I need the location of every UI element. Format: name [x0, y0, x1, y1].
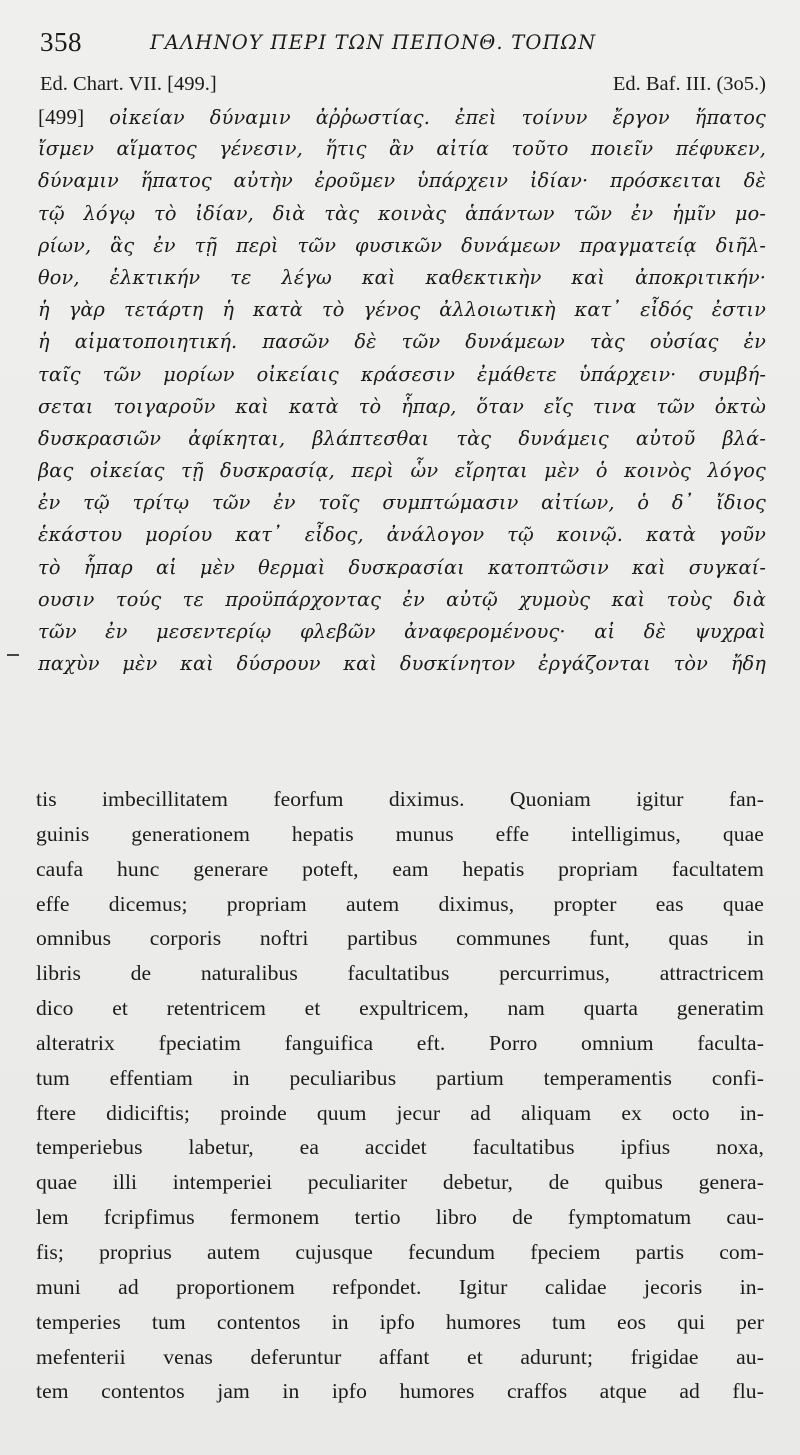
edition-basel: Ed. Baf. III. (3o5.): [612, 73, 766, 95]
latin-line: fis; proprius autem cujusque fecundum fpeciem partis com-: [36, 1239, 764, 1264]
greek-line: θον, ἑλκτικήν τε λέγω καὶ καθεκτικὴν καὶ ἀποκριτικήν·: [38, 265, 766, 289]
greek-line: ἴσμεν αἵματος γένεσιν, ἥτις ἂν αἰτία τοῦτο ποιεῖν πέφυκεν,: [38, 137, 766, 161]
latin-line: guinis generationem hepatis munus effe intelligimus, quae: [36, 821, 764, 846]
greek-line: [38, 101, 766, 133]
greek-line: τῷ λόγῳ τὸ ἰδίαν, διὰ τὰς κοινὰς ἁπάντων τῶν ἐν ἡμῖν μο-: [38, 201, 766, 225]
latin-line: tum effentiam in peculiaribus partium temperamentis confi-: [36, 1065, 764, 1090]
margin-mark: [7, 654, 19, 656]
greek-line: δυσκρασιῶν ἀφίκηται, βλάπτεσθαι τὰς δυνάμεις αὐτοῦ βλά-: [38, 426, 766, 450]
latin-line: mefenterii venas deferuntur affant et adurunt; frigidae au-: [36, 1344, 764, 1369]
page-number: 358: [40, 27, 82, 57]
latin-line: temperiebus labetur, ea accidet facultatibus ipfius noxa,: [36, 1135, 764, 1160]
latin-text-block: [36, 782, 764, 1409]
latin-line: caufa hunc generare poteft, eam hepatis propriam facultatem: [36, 856, 764, 881]
edition-chartier: Ed. Chart. VII. [499.]: [40, 73, 217, 95]
latin-line: muni ad proportionem refpondet. Igitur calidae jecoris in-: [36, 1274, 764, 1299]
latin-line: libris de naturalibus facultatibus percurrimus, attractricem: [36, 961, 764, 986]
running-title: ΓΑΛΗΝΟΥ ΠΕΡΙ ΤΩΝ ΠΕΠΟΝΘ. ΤΟΠΩΝ: [150, 31, 597, 54]
latin-line: temperies tum contentos in ipfo humores tum eos qui per: [36, 1309, 764, 1334]
latin-line: alteratrix fpeciatim fanguifica eft. Porro omnium faculta-: [36, 1030, 764, 1055]
latin-line: quae illi intemperiei peculiariter debetur, de quibus genera-: [36, 1170, 764, 1195]
latin-line: ftere didiciftis; proinde quum jecur ad aliquam ex octo in-: [36, 1100, 764, 1125]
line-reference: [499]: [38, 105, 85, 129]
greek-line: ἡ γὰρ τετάρτη ἡ κατὰ τὸ γένος ἀλλοιωτικὴ κατ᾽ εἶδός ἐστιν: [38, 298, 766, 322]
greek-line: ἑκάστου μορίου κατ᾽ εἶδος, ἀνάλογον τῷ κοινῷ. κατὰ γοῦν: [38, 523, 766, 547]
edition-references: [40, 73, 766, 101]
latin-line: dico et retentricem et expultricem, nam quarta generatim: [36, 996, 764, 1021]
latin-line: omnibus corporis noftri partibus communes funt, quas in: [36, 926, 764, 951]
greek-line: ἡ αἱματοποιητική. πασῶν δὲ τῶν δυνάμεων τὰς οὐσίας ἐν: [38, 330, 766, 354]
greek-line: ταῖς τῶν μορίων οἰκείαις κράσεσιν ἐμάθετε ὑπάρχειν· συμβή-: [38, 362, 766, 386]
greek-line: σεται τοιγαροῦν καὶ κατὰ τὸ ἧπαρ, ὅταν εἴς τινα τῶν ὀκτὼ: [38, 394, 766, 418]
greek-line: βας οἰκείας τῇ δυσκρασίᾳ, περὶ ὧν εἴρηται μὲν ὁ κοινὸς λόγος: [38, 459, 766, 483]
greek-line: τῶν ἐν μεσεντερίῳ φλεβῶν ἀναφερομένους· αἱ δὲ ψυχραὶ: [38, 620, 766, 643]
latin-line: effe dicemus; propriam autem diximus, propter eas quae: [36, 891, 764, 916]
greek-text-block: [38, 101, 766, 680]
greek-line: δύναμιν ἥπατος αὐτὴν ἐροῦμεν ὑπάρχειν ἰδίαν· πρόσκειται δὲ: [38, 169, 766, 193]
greek-line: τὸ ἧπαρ αἱ μὲν θερμαὶ δυσκρασίαι κατοπτῶσιν καὶ συγκαί-: [38, 555, 766, 579]
greek-line: ἐν τῷ τρίτῳ τῶν ἐν τοῖς συμπτώμασιν αἰτίων, ὁ δ᾽ ἴδιος: [38, 491, 766, 515]
page-header: [38, 24, 762, 64]
greek-line: ρίων, ἃς ἐν τῇ περὶ τῶν φυσικῶν δυνάμεων πραγματείᾳ διῆλ-: [38, 233, 766, 257]
latin-line: tis imbecillitatem feorfum diximus. Quoniam igitur fan-: [36, 787, 764, 811]
greek-line: παχὺν μὲν καὶ δύσρουν καὶ δυσκίνητον ἐργάζονται τὸν ἤδη: [38, 652, 766, 676]
latin-line: tem contentos jam in ipfo humores craffos atque ad flu-: [36, 1379, 764, 1404]
greek-line: ουσιν τούς τε προϋπάρχοντας ἐν αὐτῷ χυμοὺς καὶ τοὺς διὰ: [38, 587, 766, 611]
latin-line: lem fcripfimus fermonem tertio libro de fymptomatum cau-: [36, 1205, 764, 1230]
greek-line-text: οἰκείαν δύναμιν ἀῤῥωστίας. ἐπεὶ τοίνυν ἔργον ἥπατος: [109, 106, 766, 129]
